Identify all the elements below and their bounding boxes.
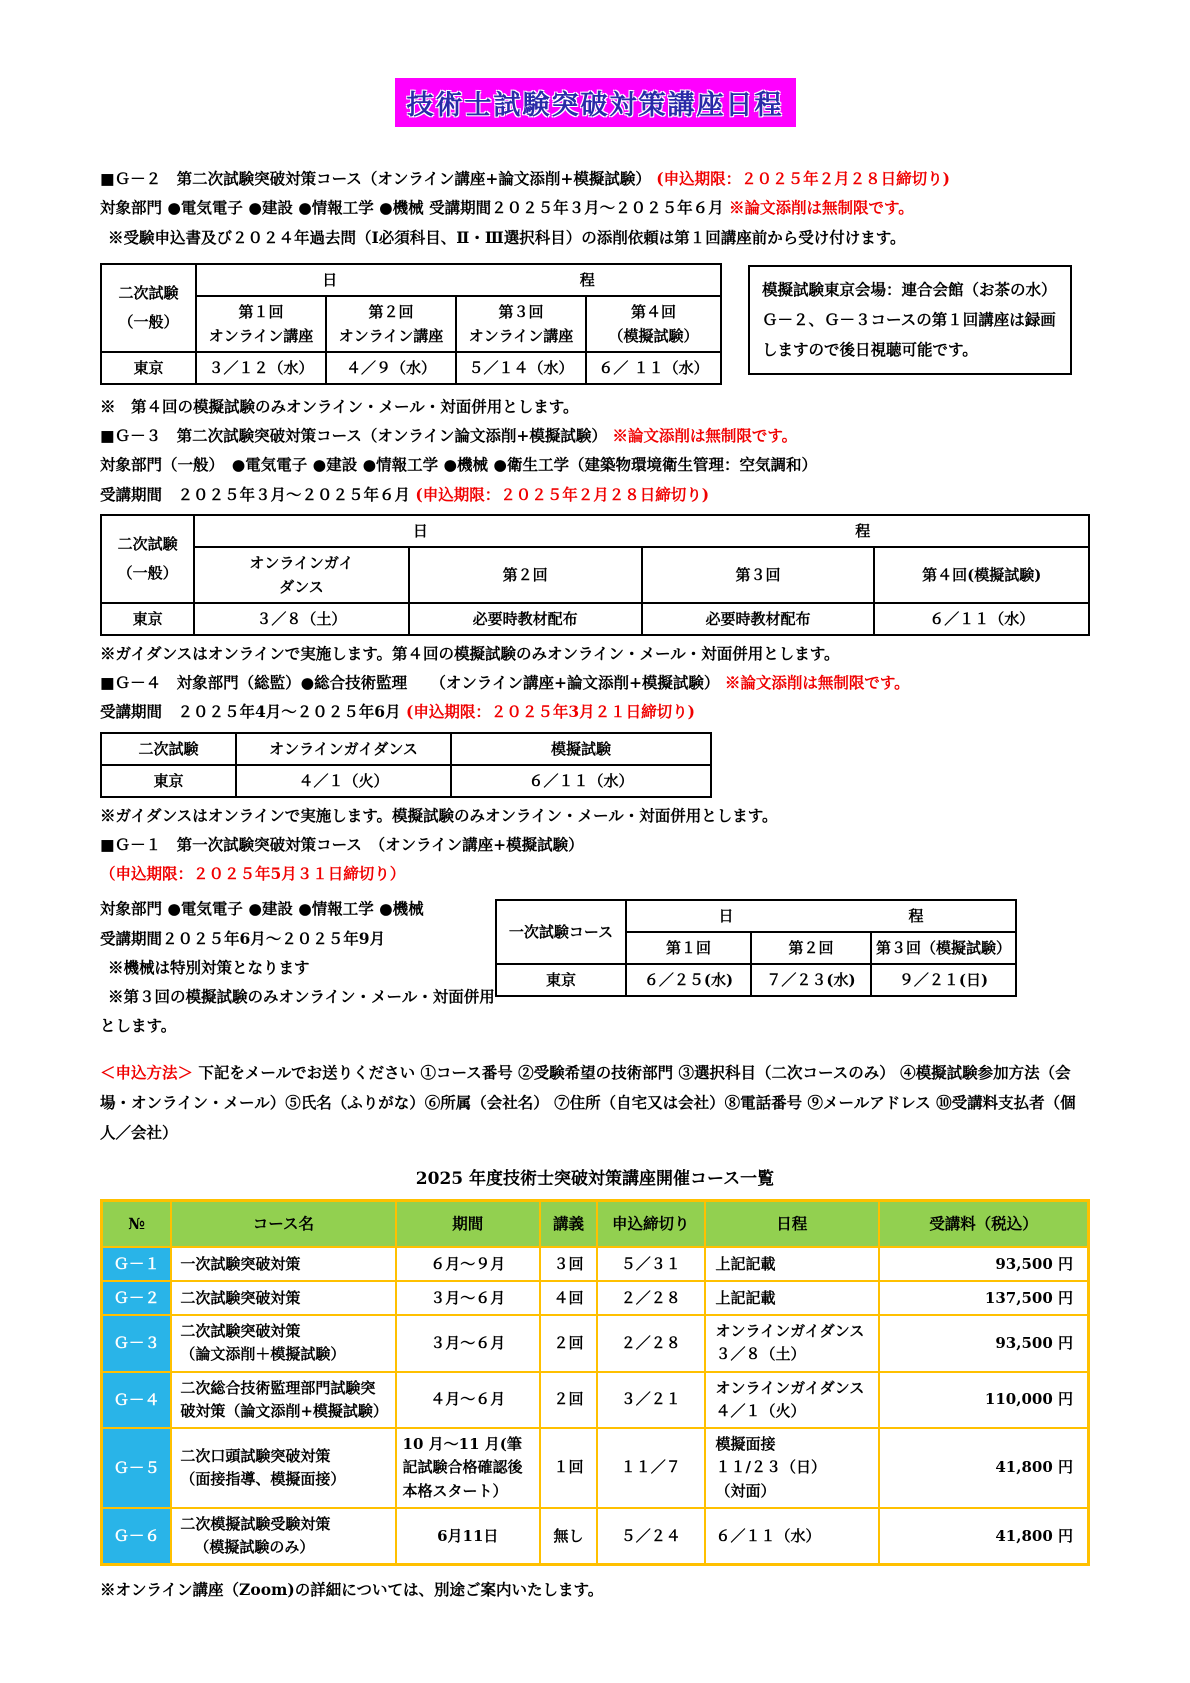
g2-col3-header: 第３回 オンライン講座: [456, 296, 586, 352]
g3-period-line: [100, 483, 1090, 506]
course-no: Ｇ－３: [102, 1315, 172, 1372]
g3-date-cell: ６／１１（水）: [874, 603, 1089, 635]
g1-data-row: [496, 964, 1016, 996]
g3-corner-cell: 二次試験 （一般）: [101, 515, 194, 603]
g2-unlimited-note: ※論文添削は無制限です。: [729, 198, 914, 218]
table-row-g3: [102, 1315, 1089, 1372]
course-lectures: ３回: [540, 1247, 597, 1281]
g3-deadline: (申込期限：２０２５年２月２８日締切り): [415, 484, 710, 504]
g2-col4-header: 第４回 （模擬試験）: [586, 296, 721, 352]
g4-bottom-note: ※ガイダンスはオンラインで実施します。模擬試験のみオンライン・メール・対面併用とします。: [100, 805, 778, 825]
g1-col2-header: 第２回: [751, 932, 871, 964]
g4-data-row: [101, 765, 711, 797]
course-period: 6月11日: [396, 1508, 541, 1565]
course-deadline: ２／２８: [597, 1315, 705, 1372]
g3-unlimited-note: ※論文添削は無制限です。: [612, 426, 798, 445]
course-schedule: 模擬面接 １１/２３（日） （対面）: [705, 1428, 879, 1508]
course-name: 二次試験突破対策: [171, 1281, 395, 1315]
g1-date-right: 程: [908, 907, 924, 926]
g4-header-cell: 二次試験: [101, 733, 236, 765]
g3-heading-text: ■Ｇ－３ 第二次試験突破対策コース（オンライン論文添削+模擬試験）: [100, 426, 607, 445]
apply-method-label: ＜申込方法＞: [100, 1062, 194, 1082]
g3-col2-header: 第２回: [409, 547, 642, 603]
g2-date-cell: ５／１４（水）: [456, 352, 586, 384]
course-deadline: １１／７: [597, 1428, 705, 1508]
g3-date-cell: 必要時教材配布: [642, 603, 875, 635]
course-schedule: オンラインガイダンス ４／１（火）: [705, 1372, 879, 1429]
g1-departments: 対象部門 ●電気電子 ●建設 ●情報工学 ●機械: [100, 899, 424, 919]
g4-date-cell: ４／１（火）: [236, 765, 451, 797]
g2-data-row: [101, 352, 721, 384]
g4-heading-text: ■Ｇ－４ 対象部門（総監）●総合技術監理 （オンライン講座+論文添削+模擬試験）: [100, 673, 720, 692]
g3-col3-header: 第３回: [642, 547, 875, 603]
g4-period-line: [100, 700, 1090, 723]
g1-date-cell: ６／２５(水): [626, 964, 751, 996]
g2-col1-header: 第１回 オンライン講座: [196, 296, 326, 352]
g3-date-left: 日: [412, 521, 428, 540]
course-list-title: 2025 年度技術士突破対策講座開催コース一覧: [415, 1169, 775, 1190]
course-period: ４月～６月: [396, 1372, 541, 1429]
header-lectures: 講義: [540, 1201, 597, 1248]
table-row-g1: [102, 1247, 1089, 1281]
g4-header-cell: 模擬試験: [451, 733, 711, 765]
course-fee: 137,500 円: [879, 1281, 1089, 1315]
course-deadline: ５／２４: [597, 1508, 705, 1565]
course-deadline: ３／２１: [597, 1372, 705, 1429]
apply-method-paragraph: [100, 1058, 1090, 1149]
g3-schedule-table: [100, 514, 1090, 636]
g2-corner-cell: [101, 264, 196, 352]
g2-top-note: ※受験申込書及び２０２４年過去問（Ⅰ必須科目、Ⅱ・Ⅲ選択科目）の添削依頼は第１回講座前から受け付けます。: [108, 227, 906, 247]
g1-left-column: [100, 891, 495, 1043]
g4-deadline: (申込期限：２０２５年3月２１日締切り): [405, 702, 695, 722]
course-name: 二次模擬試験受験対策 （模擬試験のみ）: [171, 1508, 395, 1565]
g1-block: [100, 891, 1090, 1043]
g1-deadline: （申込期限：２０２５年5月３１日締切り）: [100, 864, 406, 883]
g2-date-cell: ４／９（水）: [326, 352, 456, 384]
course-no: Ｇ－６: [102, 1508, 172, 1565]
course-schedule: 上記記載: [705, 1247, 879, 1281]
header-deadline: 申込締切り: [597, 1201, 705, 1248]
header-period: 期間: [396, 1201, 541, 1248]
g1-date-cell: ７／２３(水): [751, 964, 871, 996]
g1-schedule-table: [495, 899, 1017, 997]
section-g2-heading: [100, 167, 1090, 190]
g4-header-row: [101, 733, 711, 765]
g4-schedule-table: [100, 732, 712, 798]
g2-date-cell: ６／ １１（水）: [586, 352, 721, 384]
g4-period: 受講期間 ２０２５年4月～２０２５年6月: [100, 702, 401, 722]
zoom-note: ※オンライン講座（Zoom)の詳細については、別途ご案内いたします。: [100, 1580, 604, 1600]
course-list-table: [100, 1199, 1090, 1566]
g3-datehead-cell: [194, 515, 1089, 547]
g3-city-cell: 東京: [101, 603, 194, 635]
course-no: Ｇ－４: [102, 1372, 172, 1429]
g2-departments: 対象部門 ●電気電子 ●建設 ●情報工学 ●機械 受講期間２０２５年３月～２０２５年６月: [100, 198, 724, 218]
g1-datehead-cell: [626, 900, 1016, 932]
g2-datehead-cell: [196, 264, 721, 296]
header-course-name: コース名: [171, 1201, 395, 1248]
g2-date-right: 程: [579, 270, 595, 289]
course-period: 10 月～11 月(筆記試験合格確認後本格スタート）: [396, 1428, 541, 1508]
g2-city-cell: 東京: [101, 352, 196, 384]
course-fee: 93,500 円: [879, 1315, 1089, 1372]
course-schedule: ６／１１（水）: [705, 1508, 879, 1565]
course-no: Ｇ－１: [102, 1247, 172, 1281]
g2-deadline: (申込期限：２０２５年２月２８日締切り): [656, 169, 950, 188]
g2-schedule-table: [100, 263, 722, 385]
header-fee: 受講料（税込）: [879, 1201, 1089, 1248]
g3-period: 受講期間 ２０２５年３月～２０２５年６月: [100, 484, 411, 504]
g3-date-cell: 必要時教材配布: [409, 603, 642, 635]
section-g3-heading: [100, 424, 1090, 447]
g2-table-row: [100, 255, 1090, 389]
course-period: ３月～６月: [396, 1281, 541, 1315]
g1-corner-cell: 一次試験コース: [496, 900, 626, 964]
g4-date-cell: ６／１１（水）: [451, 765, 711, 797]
g2-departments-line: [100, 196, 1090, 219]
g4-header-cell: オンラインガイダンス: [236, 733, 451, 765]
course-lectures: １回: [540, 1428, 597, 1508]
g3-departments: 対象部門（一般） ●電気電子 ●建設 ●情報工学 ●機械 ●衛生工学（建築物環境衛生管理：空気調和）: [100, 455, 817, 475]
g3-date-right: 程: [855, 521, 871, 540]
course-lectures: ２回: [540, 1315, 597, 1372]
g3-col4-header: 第４回(模擬試験): [874, 547, 1089, 603]
header-schedule: 日程: [705, 1201, 879, 1248]
g1-col3-header: 第３回（模擬試験）: [871, 932, 1016, 964]
course-name: 二次総合技術監理部門試験突破対策（論文添削+模擬試験）: [171, 1372, 395, 1429]
course-period: ６月～９月: [396, 1247, 541, 1281]
g2-corner-line1: 二次試験: [118, 284, 179, 303]
course-header-row: [102, 1201, 1089, 1248]
course-fee: 41,800 円: [879, 1508, 1089, 1565]
g3-bottom-note: ※ガイダンスはオンラインで実施します。第４回の模擬試験のみオンライン・メール・対面併用とします。: [100, 643, 840, 663]
g3-subheader-row: [101, 547, 1089, 603]
course-deadline: ５／３１: [597, 1247, 705, 1281]
table-row-g4: [102, 1372, 1089, 1429]
course-lectures: ２回: [540, 1372, 597, 1429]
g4-city-cell: 東京: [101, 765, 236, 797]
g2-col2-header: 第２回 オンライン講座: [326, 296, 456, 352]
g4-unlimited-note: ※論文添削は無制限です。: [724, 673, 910, 692]
section-g1-heading: ■Ｇ－１ 第一次試験突破対策コース （オンライン講座+模擬試験）: [100, 834, 584, 854]
course-fee: 93,500 円: [879, 1247, 1089, 1281]
table-row-g2: [102, 1281, 1089, 1315]
g2-date-cell: ３／１２（水）: [196, 352, 326, 384]
g1-city-cell: 東京: [496, 964, 626, 996]
apply-method-text: 下記をメールでお送りください ①コース番号 ②受験希望の技術部門 ③選択科目（二次コースのみ） ④模擬試験参加方法（会場・オンライン・メール）⑤氏名（ふりがな）⑥所属（会社名） ⑦住所（自宅又は会社）⑧電話番号 ⑨メールアドレス ⑩受講料支払者（個人／会社）: [100, 1062, 1076, 1142]
table-row-g5: [102, 1428, 1089, 1508]
mock-exam-info-box: 模擬試験東京会場：連合会館（お茶の水）Ｇ－２、Ｇ－３コースの第１回講座は録画しますので後日視聴可能です。: [748, 265, 1072, 376]
course-lectures: 無し: [540, 1508, 597, 1565]
course-fee: 41,800 円: [879, 1428, 1089, 1508]
course-schedule: オンラインガイダンス ３／８（土）: [705, 1315, 879, 1372]
g2-heading-text: ■Ｇ－２ 第二次試験突破対策コース（オンライン講座+論文添削+模擬試験）: [100, 169, 651, 188]
header-no: №: [102, 1201, 172, 1248]
g2-corner-line2: （一般）: [118, 312, 179, 331]
g1-period: 受講期間２０２５年6月～２０２５年9月: [100, 928, 386, 948]
course-deadline: ２／２８: [597, 1281, 705, 1315]
g1-date-left: 日: [718, 907, 734, 926]
g3-col1-header: オンラインガイ ダンス: [194, 547, 409, 603]
course-no: Ｇ－５: [102, 1428, 172, 1508]
g1-col1-header: 第１回: [626, 932, 751, 964]
course-period: ３月～６月: [396, 1315, 541, 1372]
g1-note3: とします。: [100, 1016, 177, 1036]
course-name: 二次口頭試験突破対策 （面接指導、模擬面接）: [171, 1428, 395, 1508]
g2-date-left: 日: [322, 270, 338, 289]
g1-note2: ※第３回の模擬試験のみオンライン・メール・対面併用: [108, 987, 495, 1006]
g1-date-cell: ９／２１(日): [871, 964, 1016, 996]
g3-data-row: [101, 603, 1089, 635]
g2-bottom-note: ※ 第４回の模擬試験のみオンライン・メール・対面併用とします。: [100, 396, 579, 416]
g3-date-cell: ３／８（土）: [194, 603, 409, 635]
section-g4-heading: [100, 671, 1090, 694]
course-schedule: 上記記載: [705, 1281, 879, 1315]
course-no: Ｇ－２: [102, 1281, 172, 1315]
g1-note1: ※機械は特別対策となります: [108, 957, 310, 977]
course-fee: 110,000 円: [879, 1372, 1089, 1429]
page-title: 技術士試験突破対策講座日程: [395, 78, 796, 127]
course-name: 一次試験突破対策: [171, 1247, 395, 1281]
course-lectures: ４回: [540, 1281, 597, 1315]
table-row-g6: [102, 1508, 1089, 1565]
course-name: 二次試験突破対策 （論文添削＋模擬試験）: [171, 1315, 395, 1372]
